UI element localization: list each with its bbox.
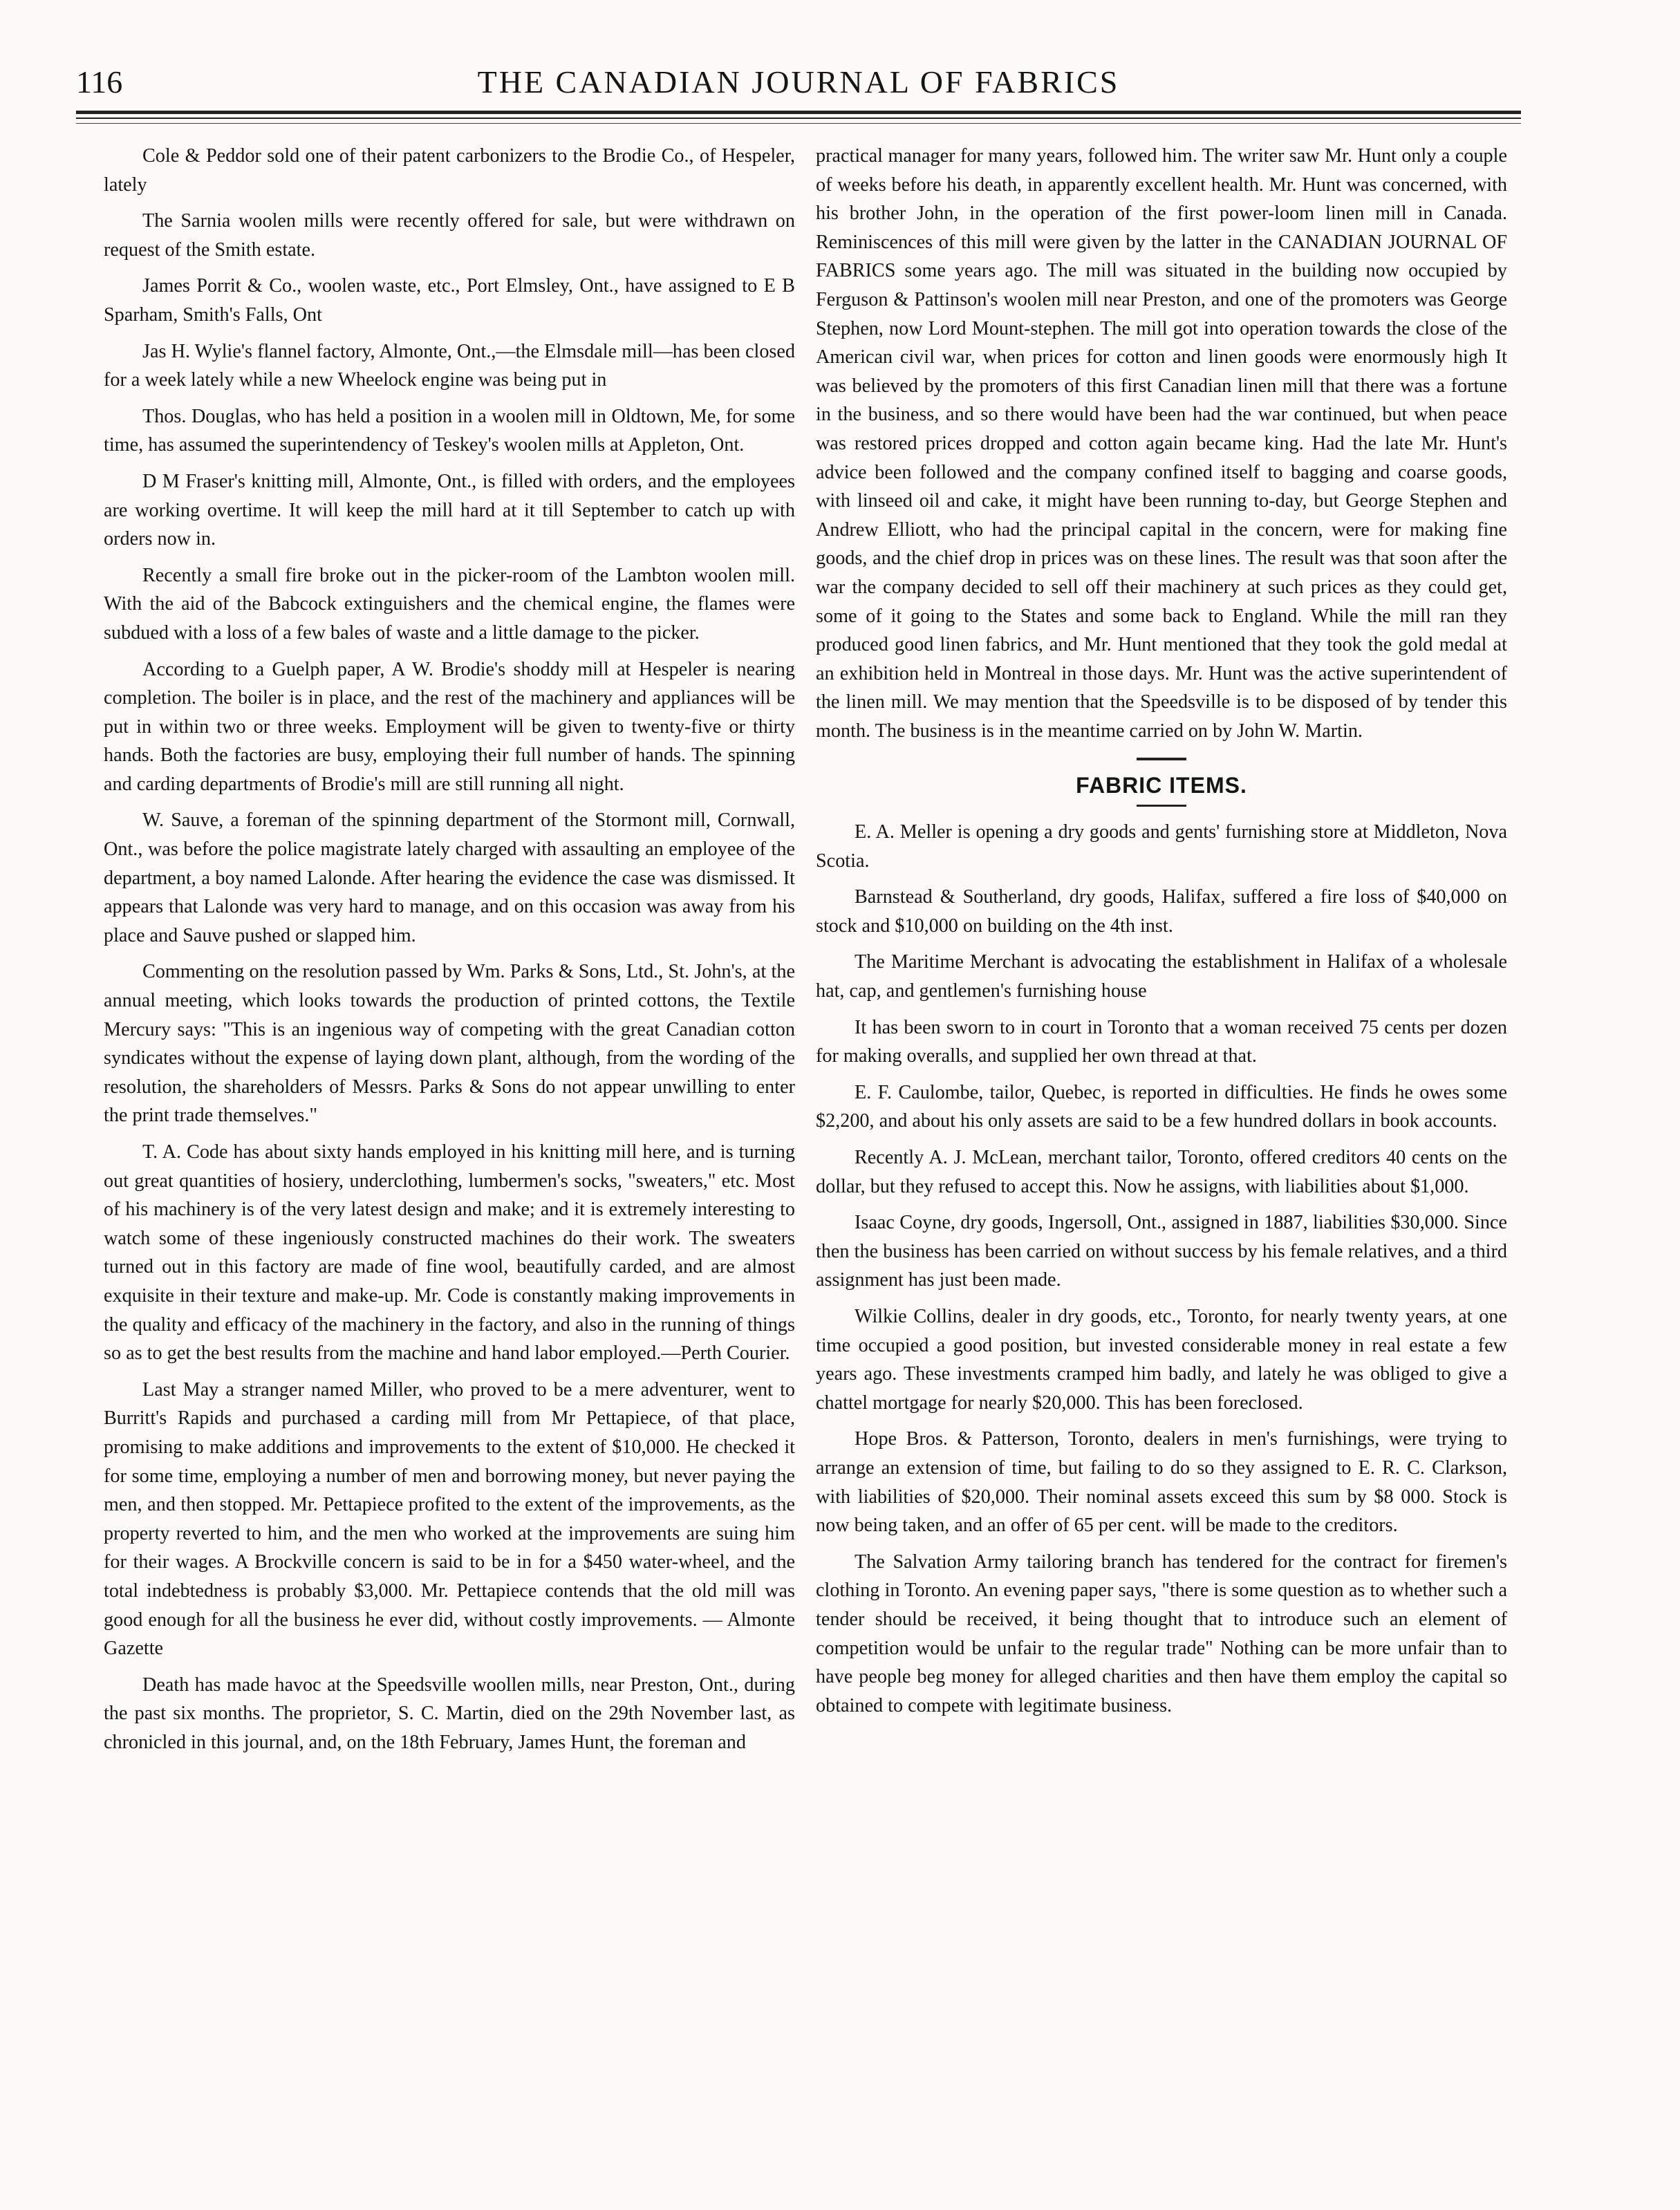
news-item: Death has made havoc at the Speedsville woollen mills, near Preston, Ont., during the past six months. The proprietor, S. C. Martin, died on the 29th November last, as chronicled in this journal, and, on the 18th February, James Hunt, the foreman and — [104, 1674, 795, 1753]
section-divider — [1137, 758, 1186, 760]
news-item: The Sarnia woolen mills were recently offered for sale, but were withdrawn on request of the Smith estate. — [104, 210, 795, 261]
fabric-item: The Salvation Army tailoring branch has tendered for the contract for firemen's clothing in Toronto. An evening paper says, "there is some question as to whether such a tender should be received, it being thought that to introduce such an element of competition would be unfair to the regular trade" Nothing can be more unfair than to have people beg money for alleged charities and then have them employ the capital so obtained to compete with legitimate business. — [816, 1551, 1507, 1716]
fabric-item: E. F. Caulombe, tailor, Quebec, is reported in difficulties. He finds he owes some $2,200, and about his only assets are said to be a few hundred dollars in book accounts. — [816, 1081, 1507, 1132]
header-rule — [76, 118, 1521, 119]
fabric-item: Wilkie Collins, dealer in dry goods, etc., Toronto, for nearly twenty years, at one time occupied a good position, but invested considerable money in real estate a few years ago. These investments cramped him badly, and lately he was obliged to give a chattel mortgage for nearly $20,000. This has been foreclosed. — [816, 1305, 1507, 1414]
fabric-item: It has been sworn to in court in Toronto that a woman received 75 cents per dozen for making overalls, and supplied her own thread at that. — [816, 1016, 1507, 1067]
fabric-item: Barnstead & Southerland, dry goods, Halifax, suffered a fire loss of $40,000 on stock and $10,000 on building on the 4th inst. — [816, 886, 1507, 937]
section-divider — [1137, 805, 1186, 807]
news-item: According to a Guelph paper, A W. Brodie's shoddy mill at Hespeler is nearing completion. The boiler is in place, and the rest of the machinery and appliances will be put in within two or three weeks. Employment will be given to twenty-five or thirty hands. Both the factories are busy, employing their full number of hands. The spinning and carding departments of Brodie's mill are still running all night. — [104, 658, 795, 795]
news-item: T. A. Code has about sixty hands employed in his knitting mill here, and is turning out great quantities of hosiery, underclothing, lumbermen's socks, "sweaters," etc. Most of his machinery is of the very latest design and make; and it is extremely interesting to watch some of these ingeniously constructed machines do their work. The sweaters turned out in this factory are made of fine wool, beautifully carded, and are almost exquisite in their texture and make-up. Mr. Code is constantly making improvements in the quality and efficacy of the machinery in the factory, and also in the running of things so as to get the best results from the machine and hand labor employed.—Perth Courier. — [104, 1141, 795, 1365]
fabric-item: Hope Bros. & Patterson, Toronto, dealers in men's furnishings, were trying to arrange an extension of time, but failing to do so they assigned to E. R. C. Clarkson, with liabilities of $20,000. Their nominal assets exceed this sum by $8 000. Stock is now being taken, and an offer of 65 per cent. will be made to the creditors. — [816, 1428, 1507, 1537]
fabric-item: The Maritime Merchant is advocating the establishment in Halifax of a wholesale hat, cap, and gentlemen's furnishing house — [816, 951, 1507, 1002]
news-item: Jas H. Wylie's flannel factory, Almonte, Ont.,—the Elmsdale mill—has been closed for a week lately while a new Wheelock engine was being put in — [104, 340, 795, 391]
running-title: THE CANADIAN JOURNAL OF FABRICS — [477, 64, 1120, 100]
header-rule — [76, 123, 1521, 124]
page-header — [76, 64, 1521, 105]
section-heading: FABRIC ITEMS. — [1076, 773, 1247, 798]
fabric-item: Recently A. J. McLean, merchant tailor, Toronto, offered creditors 40 cents on the dollar, but they refused to accept this. Now he assigns, with liabilities about $1,000. — [816, 1147, 1507, 1197]
news-item: Last May a stranger named Miller, who proved to be a mere adventurer, went to Burritt's Rapids and purchased a carding mill from Mr Pettapiece, of that place, promising to make additions and improvements to the extent of $10,000. He checked it for some time, employing a number of men and borrowing money, but never paying the men, and then stopped. Mr. Pettapiece profited to the extent of the improvements, as the property reverted to him, and the men who worked at the improvements are suing him for their wages. A Brockville concern is said to be in for a $450 water-wheel, and the total indebtedness is probably $3,000. Mr. Pettapiece contends that the old mill was good enough for all the business he ever did, without costly improvements. — Almonte Gazette — [104, 1378, 795, 1660]
news-item: W. Sauve, a foreman of the spinning department of the Stormont mill, Cornwall, Ont., was before the police magistrate lately charged with assaulting an employee of the department, a boy named Lalonde. After hearing the evidence the case was dismissed. It appears that Lalonde was very hard to manage, and on this occasion was away from his place and Sauve pushed or slapped him. — [104, 809, 795, 946]
fabric-item: E. A. Meller is opening a dry goods and gents' furnishing store at Middleton, Nova Scotia. — [816, 821, 1507, 872]
fabric-item: Isaac Coyne, dry goods, Ingersoll, Ont., assigned in 1887, liabilities $30,000. Since then the business has been carried on without success by his female relatives, and a third assignment has just been made. — [816, 1212, 1507, 1291]
continued-article: practical manager for many years, followed him. The writer saw Mr. Hunt only a couple of weeks before his death, in apparently excellent health. Mr. Hunt was concerned, with his brother John, in the operation of the first power-loom linen mill in Canada. Reminiscences of this mill were given by the latter in the CANADIAN JOURNAL OF FABRICS some years ago. The mill was situated in the building now occupied by Ferguson & Pattinson's woolen mill near Preston, and one of the promoters was George Stephen, now Lord Mount-stephen. The mill got into operation towards the close of the American civil war, when prices for cotton and linen goods were enormously high It was believed by the promoters of this first Canadian linen mill that there was a fortune in the business, and so there would have been had the war continued, but when peace was restored prices dropped and cotton again became king. Had the late Mr. Hunt's advice been followed and the company confined itself to bagging and coarse goods, with linseed oil and cake, it might have been running to-day, but George Stephen and Andrew Elliott, who had the principal capital in the concern, were for making fine goods, and the chief drop in prices was on these lines. The result was that soon after the war the company decided to sell off their machinery at such prices as they could get, some of it going to the States and some back to England. While the mill ran they produced good linen fabrics, and Mr. Hunt mentioned that they took the gold medal at an exhibition held in Montreal in those days. Mr. Hunt was the active superintendent of the linen mill. We may mention that the Speedsville is to be disposed of by tender this month. The business is in the meantime carried on by John W. Martin. — [816, 145, 1507, 742]
news-item: Cole & Peddor sold one of their patent carbonizers to the Brodie Co., of Hespeler, lately — [104, 145, 795, 196]
header-rule — [76, 111, 1521, 114]
news-item: Recently a small fire broke out in the picker-room of the Lambton woolen mill. With the aid of the Babcock extinguishers and the chemical engine, the flames were subdued with a loss of a few bales of waste and a little damage to the picker. — [104, 564, 795, 644]
news-item: James Porrit & Co., woolen waste, etc., Port Elmsley, Ont., have assigned to E B Sparham, Smith's Falls, Ont — [104, 275, 795, 326]
news-item: Thos. Douglas, who has held a position in a woolen mill in Oldtown, Me, for some time, has assumed the superintendency of Teskey's woolen mills at Appleton, Ont. — [104, 405, 795, 456]
news-item: Commenting on the resolution passed by Wm. Parks & Sons, Ltd., St. John's, at the annual meeting, which looks towards the production of printed cottons, the Textile Mercury says: "This is an ingenious way of competing with the great Canadian cotton syndicates without the expense of laying down plant, although, from the wording of the resolution, the shareholders of Messrs. Parks & Sons do not appear unwilling to enter the print trade themselves." — [104, 961, 795, 1127]
page-number: 116 — [76, 64, 123, 100]
news-item: D M Fraser's knitting mill, Almonte, Ont., is filled with orders, and the employees are working overtime. It will keep the mill hard at it till September to catch up with orders now in. — [104, 470, 795, 550]
left-column — [104, 142, 795, 1764]
right-column — [816, 142, 1507, 1727]
